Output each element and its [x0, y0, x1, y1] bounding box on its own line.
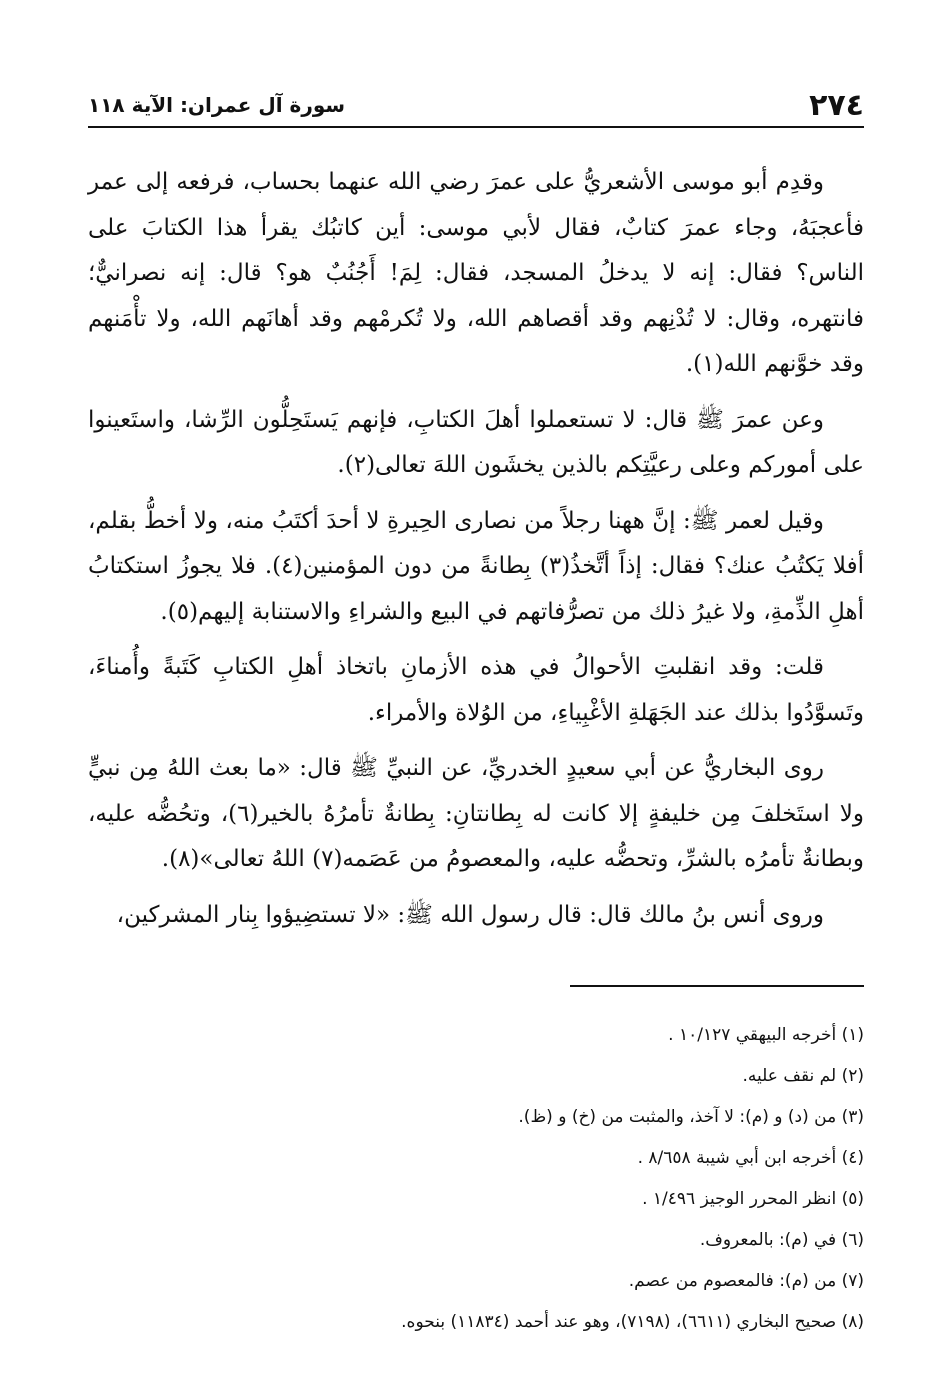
- footnote: (٢) لم نقف عليه.: [742, 1066, 864, 1086]
- footnote: (٣) من (د) و (م): لا آخذ، والمثبت من (خ) و (ظ).: [518, 1107, 864, 1127]
- footnote: (٨) صحيح البخاري (٦٦١١)، (٧١٩٨)، وهو عند أحمد (١١٨٣٤) بنحوه.: [401, 1312, 864, 1332]
- footnote: (٥) انظر المحرر الوجيز ١/٤٩٦ .: [642, 1189, 864, 1209]
- running-title: سورة آل عمران: الآية ١١٨: [88, 93, 346, 117]
- paragraph: وروى أنس بنُ مالك قال: قال رسول الله ﷺ: «لا تستضِيؤوا بِنار المشركين،: [116, 901, 824, 928]
- page-number: ٢٧٤: [809, 87, 864, 123]
- footnote-divider: [570, 985, 864, 987]
- footnote: (٦) في (م): بالمعروف.: [699, 1230, 864, 1250]
- main-text: [88, 160, 864, 948]
- paragraph: وقدِم أبو موسى الأشعريُّ على عمرَ رضي الله عنهما بحساب، فرفعه إلى عمر فأعجبَهُ، وجاء عمرَ كتابٌ، فقال لأبي موسى: أين كاتبُك يقرأ هذا الكتابَ على الناس؟ فقال: إنه لا يدخلُ المسجد، فقال: لِمَ! أَجُنُبٌ هو؟ قال: إنه نصرانيٌّ؛ فانتهره، وقال: لا تُدْنِهم وقد أقصاهم الله، ولا تُكرمْهم وقد أهانَهم الله، ولا تأْمَنهم وقد خوَّنهم الله(١).: [88, 169, 864, 377]
- footnotes: [88, 1015, 864, 1343]
- page-header: [88, 88, 864, 128]
- paragraph: روى البخاريُّ عن أبي سعيدٍ الخدريِّ، عن النبيِّ ﷺ قال: «ما بعث اللهُ مِن نبيٍّ ولا استَخلفَ مِن خليفةٍ إلا كانت له بِطانتانِ: بِطانةٌ تأمرُهُ بالخير(٦)، وتحُضُّه عليه، وبطانةٌ تأمرُه بالشرِّ، وتحضُّه عليه، والمعصومُ من عَصَمه(٧) اللهُ تعالى»(٨).: [88, 755, 864, 872]
- footnote: (٧) من (م): فالمعصوم من عصم.: [628, 1271, 864, 1291]
- paragraph: وعن عمرَ ﷺ قال: لا تستعملوا أهلَ الكتابِ، فإنهم يَستَحِلُّون الرِّشا، واستَعينوا على أموركم وعلى رعيَّتِكم بالذين يخشَون اللهَ تعالى(٢).: [88, 406, 864, 478]
- paragraph: وقيل لعمر ﷺ: إنَّ ههنا رجلاً من نصارى الحِيرةِ لا أحدَ أكتَبُ منه، ولا أخطُّ بقلم، أفلا يَكتُبُ عنك؟ فقال: إذاً أتَّخذُ(٣) بِطانةً من دون المؤمنين(٤). فلا يجوزُ استكتابُ أهلِ الذِّمةِ، ولا غيرُ ذلك من تصرُّفاتهم في البيع والشراءِ والاستنابة إليهم(٥).: [88, 507, 865, 625]
- footnote: (٤) أخرجه ابن أبي شيبة ٨/٦٥٨ .: [637, 1148, 864, 1168]
- footnote: (١) أخرجه البيهقي ١٠/١٢٧ .: [668, 1025, 864, 1045]
- paragraph: قلت: وقد انقلبتِ الأحوالُ في هذه الأزمانِ باتخاذ أهلِ الكتابِ كَتَبةً وأُمناءَ، وتَسوَّدُوا بذلك عند الجَهَلةِ الأغْبِياءِ، من الوُلاة والأمراء.: [88, 654, 864, 726]
